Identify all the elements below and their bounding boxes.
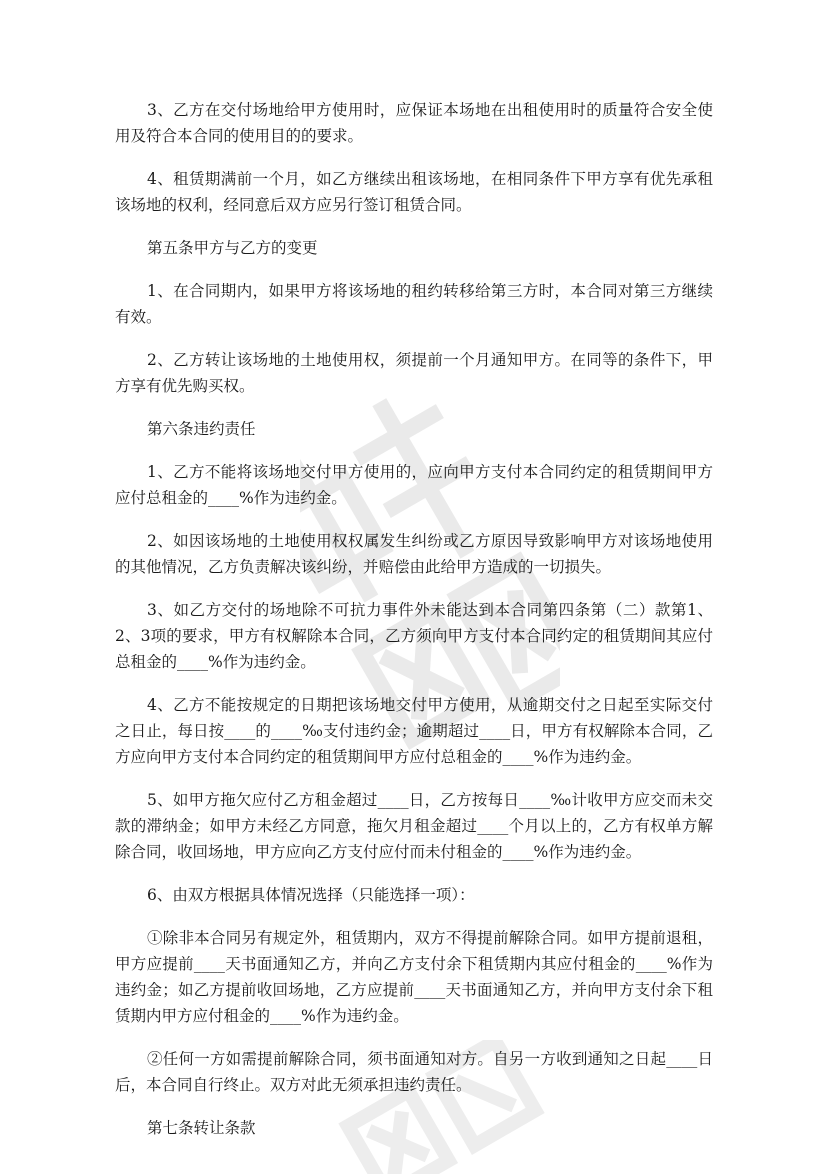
section-heading-article-7: 第七条转让条款 — [147, 1119, 256, 1137]
paragraph-clause-6-6: 6、由双方根据具体情况选择（只能选择一项）： — [147, 886, 475, 904]
paragraph-clause-6-1: 1、乙方不能将该场地交付甲方使用的，应向甲方支付本合同约定的租赁期间甲方应付总租金的____%作为违约金。 — [115, 463, 713, 507]
paragraph-clause-4-3: 3、乙方在交付场地给甲方使用时，应保证本场地在出租使用时的质量符合安全使用及符合本合同的使用目的的要求。 — [115, 101, 713, 145]
paragraph-option-2: ②任何一方如需提前解除合同，须书面通知对方。自另一方收到通知之日起____日后，本合同自行终止。双方对此无须承担违约责任。 — [115, 1050, 713, 1094]
paragraph-clause-5-2: 2、乙方转让该场地的土地使用权，须提前一个月通知甲方。在同等的条件下，甲方享有优先购买权。 — [115, 351, 713, 395]
paragraph-clause-6-4: 4、乙方不能按规定的日期把该场地交付甲方使用，从逾期交付之日起至实际交付之日止，每日按____的____‰支付违约金；逾期超过____日，甲方有权解除本合同，乙方应向甲方支付本合同约定的租赁期间甲方应付总租金的____%作为违约金。 — [115, 696, 713, 766]
paragraph-clause-6-5: 5、如甲方拖欠应付乙方租金超过____日，乙方按每日____‰计收甲方应交而未交款的滞纳金；如甲方未经乙方同意，拖欠月租金超过____个月以上的，乙方有权单方解除合同，收回场地，甲方应向乙方支付应付而未付租金的____%作为违约金。 — [115, 791, 713, 861]
paragraph-clause-6-2: 2、如因该场地的土地使用权权属发生纠纷或乙方原因导致影响甲方对该场地使用的其他情况，乙方负责解决该纠纷，并赔偿由此给甲方造成的一切损失。 — [115, 532, 713, 576]
paragraph-clause-5-1: 1、在合同期内，如果甲方将该场地的租约转移给第三方时，本合同对第三方继续有效。 — [115, 282, 713, 326]
paragraph-clause-6-3: 3、如乙方交付的场地除不可抗力事件外未能达到本合同第四条第（二）款第1、2、3项的要求，甲方有权解除本合同，乙方须向甲方支付本合同约定的租赁期间其应付总租金的____%作为违约金。 — [115, 601, 713, 671]
section-heading-article-5: 第五条甲方与乙方的变更 — [147, 239, 318, 257]
section-heading-article-6: 第六条违约责任 — [147, 420, 256, 438]
document-body — [115, 97, 713, 1158]
paragraph-clause-4-4: 4、租赁期满前一个月，如乙方继续出租该场地，在相同条件下甲方享有优先承租该场地的权利，经同意后双方应另行签订租赁合同。 — [115, 170, 713, 214]
paragraph-option-1: ①除非本合同另有规定外，租赁期内，双方不得提前解除合同。如甲方提前退租，甲方应提前____天书面通知乙方，并向乙方支付余下租赁期内其应付租金的____%作为违约金；如乙方提前收回场地，乙方应提前____天书面通知乙方，并向甲方支付余下租赁期内甲方应付租金的____%作为违约金。 — [115, 929, 713, 1025]
